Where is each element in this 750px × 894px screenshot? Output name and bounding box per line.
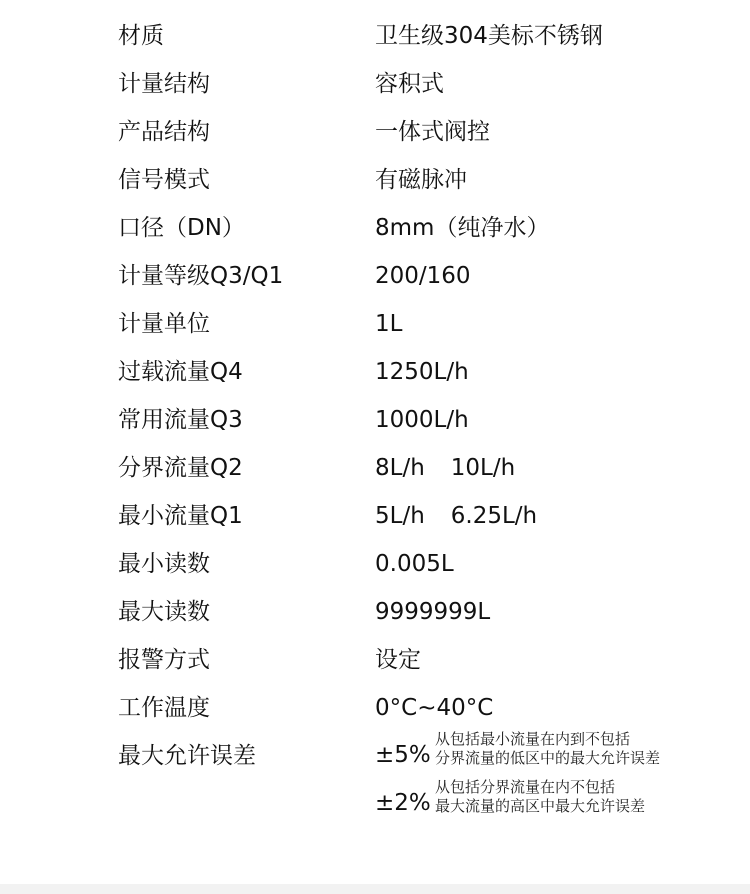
spec-label: 分界流量Q2 bbox=[118, 455, 243, 481]
spec-label: 信号模式 bbox=[118, 167, 210, 193]
spec-value: 1250L/h bbox=[375, 359, 469, 385]
spec-value: 容积式 bbox=[375, 71, 444, 97]
tolerance-note bbox=[435, 730, 660, 768]
tolerance-value: ±5% bbox=[375, 742, 431, 768]
spec-value-b: 6.25L/h bbox=[450, 503, 538, 529]
spec-row-diameter bbox=[0, 213, 750, 261]
spec-row-maximum-reading bbox=[0, 597, 750, 645]
spec-label: 材质 bbox=[118, 23, 164, 49]
spec-value-a: 5L/h bbox=[375, 503, 425, 529]
spec-row-minimum-reading bbox=[0, 549, 750, 597]
tolerance-low-zone bbox=[375, 730, 735, 774]
spec-label: 口径（DN） bbox=[118, 215, 245, 241]
spec-row-metering-structure bbox=[0, 69, 750, 117]
tolerance-note bbox=[435, 778, 645, 816]
spec-row-transitional-flow bbox=[0, 453, 750, 501]
tolerance-note-line: 最大流量的高区中最大允许误差 bbox=[435, 797, 646, 815]
spec-value: 9999999L bbox=[375, 599, 491, 625]
spec-value: 1L bbox=[375, 311, 403, 337]
spec-value-a: 8L/h bbox=[375, 455, 425, 481]
spec-label: 计量单位 bbox=[118, 311, 210, 337]
spec-value-b: 10L/h bbox=[450, 455, 516, 481]
spec-row-alarm-mode bbox=[0, 645, 750, 693]
tolerance-high-zone bbox=[375, 778, 735, 822]
spec-value: 0°C~40°C bbox=[375, 695, 494, 721]
spec-row-product-structure bbox=[0, 117, 750, 165]
spec-label: 最小流量Q1 bbox=[118, 503, 243, 529]
tolerance-value: ±2% bbox=[375, 790, 431, 816]
spec-label: 最小读数 bbox=[118, 551, 210, 577]
spec-label: 最大允许误差 bbox=[118, 743, 256, 769]
spec-label: 过载流量Q4 bbox=[118, 359, 243, 385]
spec-value: 设定 bbox=[375, 647, 421, 673]
spec-value: 一体式阀控 bbox=[375, 119, 490, 145]
spec-label: 计量结构 bbox=[118, 71, 210, 97]
spec-label: 产品结构 bbox=[118, 119, 210, 145]
tolerance-note-line: 从包括分界流量在内不包括 bbox=[435, 778, 616, 796]
spec-label: 常用流量Q3 bbox=[118, 407, 243, 433]
spec-row-metering-unit bbox=[0, 309, 750, 357]
spec-value: 0.005L bbox=[375, 551, 454, 577]
spec-label: 报警方式 bbox=[118, 647, 210, 673]
spec-label: 计量等级Q3/Q1 bbox=[118, 263, 284, 289]
bottom-divider bbox=[0, 884, 750, 894]
spec-row-permanent-flow bbox=[0, 405, 750, 453]
spec-value bbox=[375, 453, 515, 483]
spec-value: 1000L/h bbox=[375, 407, 469, 433]
spec-value: 卫生级304美标不锈钢 bbox=[375, 23, 603, 49]
tolerance-note-line: 分界流量的低区中的最大允许误差 bbox=[435, 749, 661, 767]
spec-row-overload-flow bbox=[0, 357, 750, 405]
spec-value: 200/160 bbox=[375, 263, 471, 289]
spec-row-minimum-flow bbox=[0, 501, 750, 549]
spec-label: 最大读数 bbox=[118, 599, 210, 625]
spec-label: 工作温度 bbox=[118, 695, 210, 721]
tolerance-note-line: 从包括最小流量在内到不包括 bbox=[435, 730, 631, 748]
spec-row-metering-class bbox=[0, 261, 750, 309]
spec-row-material bbox=[0, 21, 750, 69]
spec-value bbox=[375, 501, 537, 531]
spec-row-signal-mode bbox=[0, 165, 750, 213]
spec-value: 8mm（纯净水） bbox=[375, 215, 550, 241]
spec-value: 有磁脉冲 bbox=[375, 167, 467, 193]
